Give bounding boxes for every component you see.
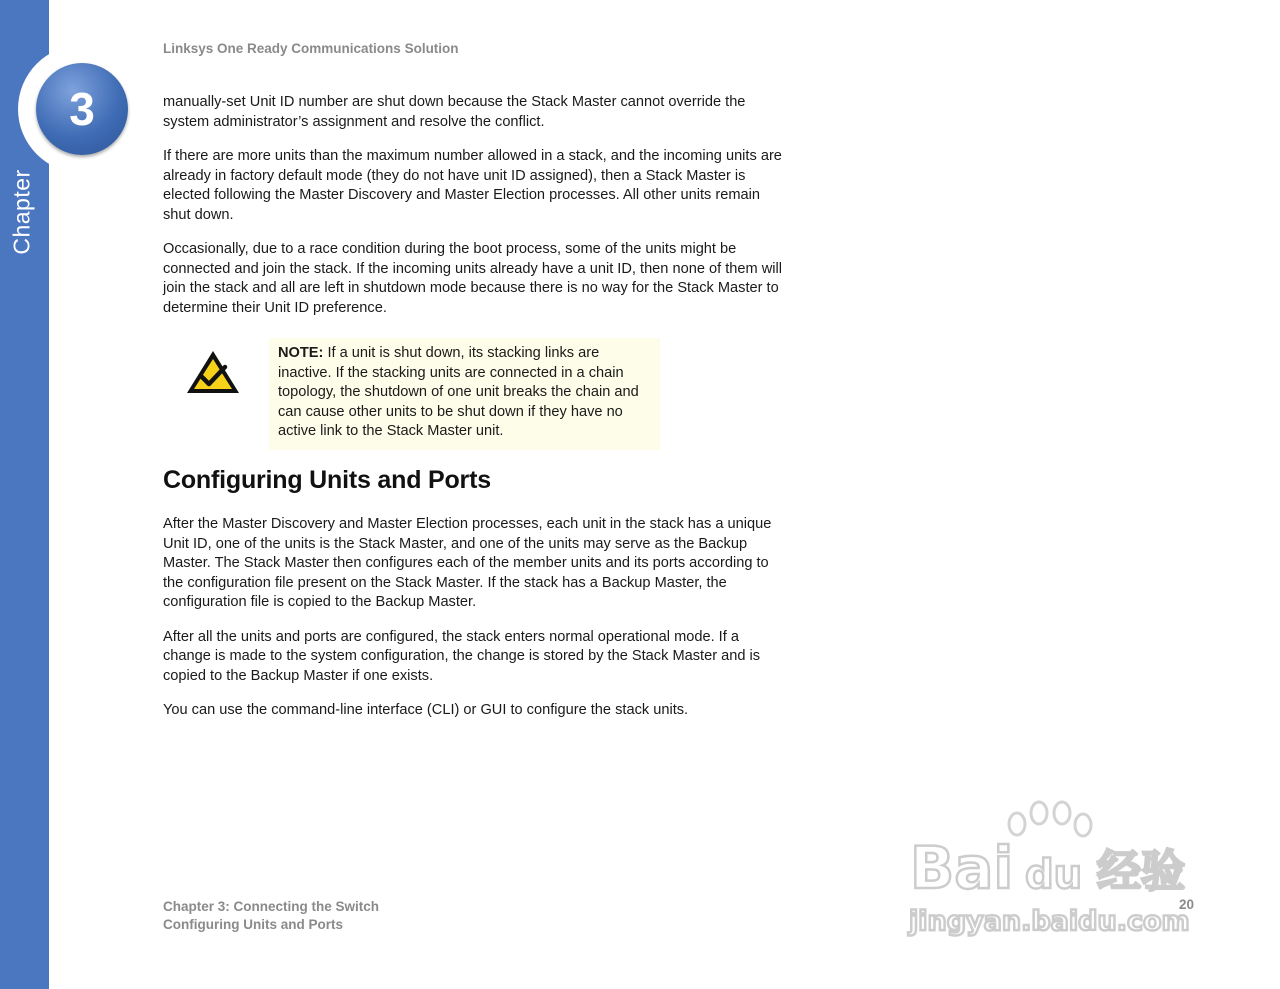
page-content [163,93,788,736]
body-paragraph: If there are more units than the maximum number allowed in a stack, and the incoming units are already in factory default mode (they do not have unit ID assigned), then a Stack Master is elected following the Master Discovery and Master Election processes. All other units remain shut down. [163,148,782,223]
body-paragraph: After all the units and ports are configured, the stack enters normal operational mode. If a change is made to the system configuration, the change is stored by the Stack Master and is copied to the Backup Master if one exists. [163,628,761,684]
watermark-brand: Bai [910,834,1014,902]
body-paragraph: You can use the command-line interface (CLI) or GUI to configure the stack units. [163,702,689,718]
note-box [269,338,660,450]
footer-chapter-line: Chapter 3: Connecting the Switch [163,899,380,914]
baidu-watermark-logo [905,800,1205,940]
body-paragraph: Occasionally, due to a race condition during the boot process, some of the units might be connected and join the stack. If the incoming units already have a unit ID, then none of them will join the stack and all are left in shutdown mode because there is no way for the Stack Master to determine their Unit ID preference. [163,241,782,316]
note-text: If a unit is shut down, its stacking links are inactive. If the stacking units are connected in a chain topology, the shutdown of one unit breaks the chain and can cause other units to be shut down if they have no active link to the Stack Master unit. [278,345,639,439]
chapter-number-badge: 3 [36,63,128,155]
watermark-cn-text: 经验 [1097,846,1185,897]
body-paragraph: manually-set Unit ID number are shut down because the Stack Master cannot override the system administrator’s assignment and resolve the conflict. [163,94,746,130]
watermark-url: jingyan.baidu.com [909,906,1190,937]
running-header: Linksys One Ready Communications Solution [163,41,459,56]
body-paragraph: After the Master Discovery and Master Election processes, each unit in the stack has a unique Unit ID, one of the units is the Stack Master, and one of the units may serve as the Backup Master. The Stack Master then configures each of the member units and its ports according to the configuration file present on the Stack Master. If the stack has a Backup Master, the configuration file is copied to the Backup Master. [163,516,772,610]
chapter-sidebar-label: Chapter [8,169,35,255]
watermark-brand-suffix: du [1025,852,1083,898]
checkmark-triangle-icon [184,348,242,396]
page-number: 20 [1179,897,1195,912]
note-callout [163,338,788,450]
section-heading: Configuring Units and Ports [163,466,491,494]
note-label: NOTE: [278,345,324,361]
footer-breadcrumb [163,898,379,934]
footer-section-line: Configuring Units and Ports [163,917,343,932]
